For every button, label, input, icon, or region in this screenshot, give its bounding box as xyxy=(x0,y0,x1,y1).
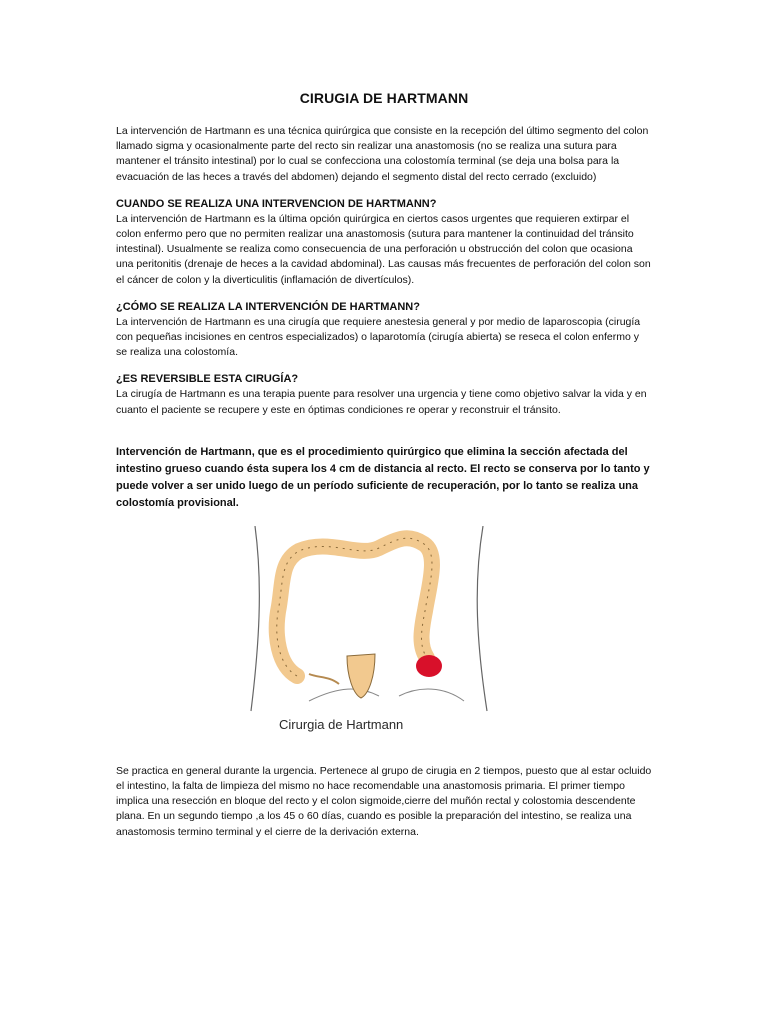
body-outline-left xyxy=(251,526,259,711)
intro-paragraph: La intervención de Hartmann es una técnica quirúrgica que consiste en la recepción del último segmento del colon llamado sigma y ocasionalmente parte del recto sin realizar una anastomosis (no se realiza una sutura para mantener el tránsito intestinal) por lo cual se confecciona una colostomía terminal (se deja una bolsa para la evacuación de las heces a través del abdomen) dejando el segmento distal del recto cerrado (excluido) xyxy=(116,125,649,183)
closing-paragraph: Se practica en general durante la urgencia. Pertenece al grupo de cirugia en 2 tiempos, puesto que al estar ocluido el intestino, la falta de limpieza del mismo no hace recomendable una anastomosis primaria. El primer tiempo implica una resección en bloque del recto y el colon sigmoide,cierre del muñón rectal y colostomia descendente plana. En un segundo tiempo ,a los 45 o 60 días, cuando es posible la preparación del intestino, se realiza una anastomosis termino terminal y el cierre de la derivación externa. xyxy=(116,764,652,838)
section-heading-how: ¿CÓMO SE REALIZA LA INTERVENCIÓN DE HARTMANN? xyxy=(116,300,420,313)
colostomy-stoma xyxy=(416,655,442,677)
pelvis-line-left xyxy=(309,689,379,701)
summary-bold-paragraph: Intervención de Hartmann, que es el procedimiento quirúrgico que elimina la sección afectada del intestino grueso cuando ésta supera los 4 cm de distancia al recto. El recto se conserva por lo tanto y puede volver a ser unido luego de un período suficiente de recuperación, por lo tanto se realiza una colostomía provisional. xyxy=(116,445,650,509)
rectal-stump xyxy=(347,654,375,698)
hartmann-illustration xyxy=(249,526,519,746)
body-outline-right xyxy=(477,526,487,711)
section-body-how: La intervención de Hartmann es una cirugía que requiere anestesia general y por medio de laparoscopia (cirugía con pequeñas incisiones en centros especializados) o laparotomía (cirugía abierta) se reseca el colon enfermo y se realiza una colostomía. xyxy=(116,315,641,359)
section-heading-reversible: ¿ES REVERSIBLE ESTA CIRUGÍA? xyxy=(116,373,299,386)
pelvis-line-right xyxy=(399,689,464,701)
ileum-segment xyxy=(309,674,339,684)
section-body-when: La intervención de Hartmann es la última opción quirúrgica en ciertos casos urgentes que requieren extirpar el colon enfermo pero que no permiten realizar una anastomosis (sutura para mantener la continuidad del tránsito intestinal). Usualmente se realiza como consecuencia de una perforación u obstrucción del colon que ocasiona una peritonitis (drenaje de heces a la cavidad abdominal). Las causas más frecuentes de perforación del colon son el cáncer de colon y la diverticulitis (inflamación de divertículos). xyxy=(116,212,651,286)
page-title: CIRUGIA DE HARTMANN xyxy=(299,90,469,106)
document-content xyxy=(116,90,652,840)
colon-diagram xyxy=(249,526,519,746)
section-heading-when: CUANDO SE REALIZA UNA INTERVENCION DE HARTMANN? xyxy=(116,197,437,210)
figure-caption: Cirurgia de Hartmann xyxy=(279,716,404,732)
section-body-reversible: La cirugía de Hartmann es una terapia puente para resolver una urgencia y tiene como objetivo salvar la vida y en cuanto el paciente se recupere y este en óptimas condiciones re operar y reconstruir el tránsito. xyxy=(116,388,647,416)
